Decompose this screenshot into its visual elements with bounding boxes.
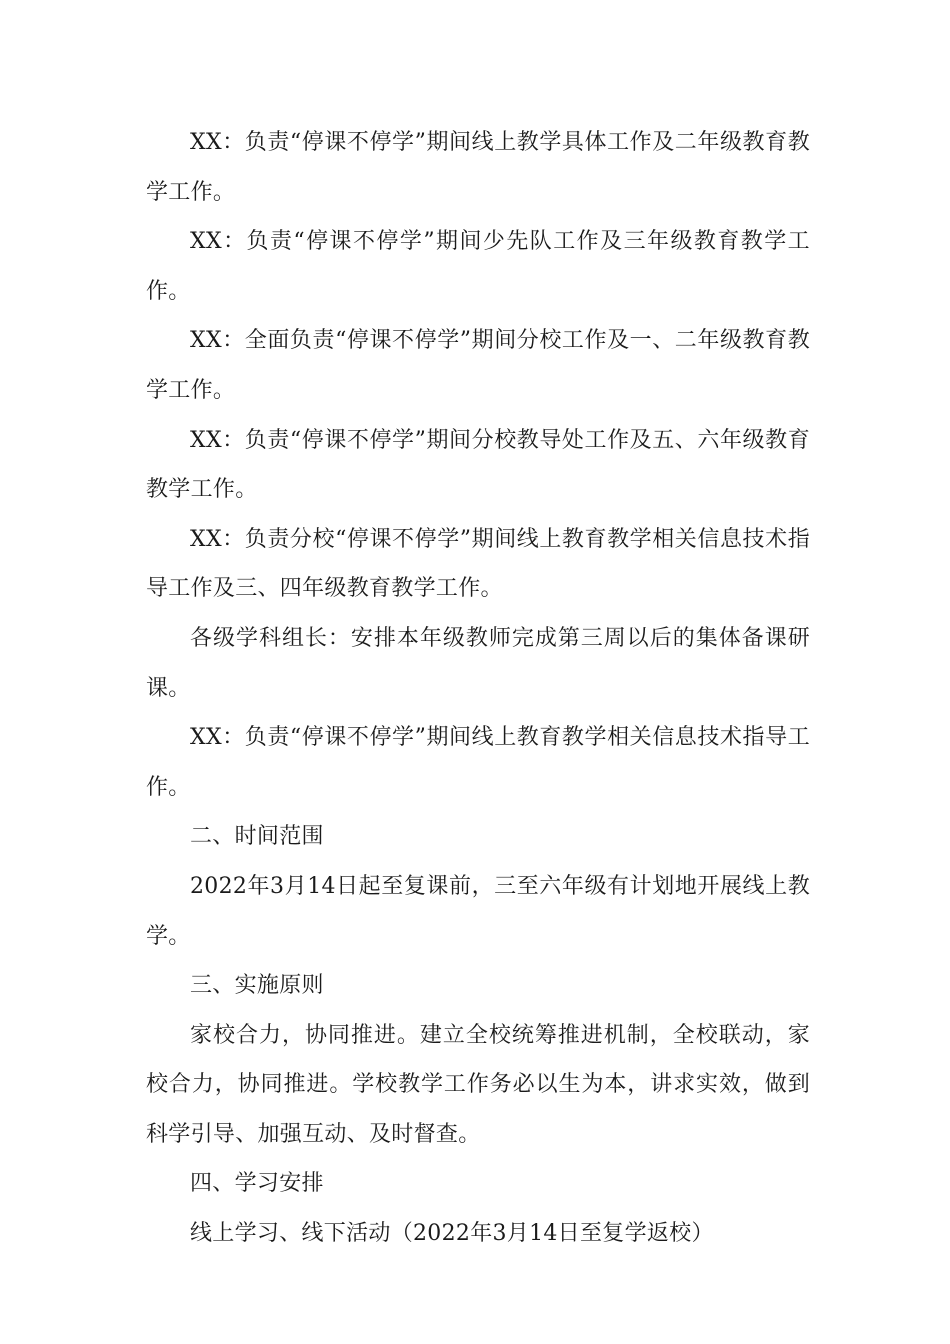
paragraph-duty-subject-leaders: 各级学科组长：安排本年级教师完成第三周以后的集体备课研课。 (146, 625, 810, 701)
section-heading-time-range: 二、时间范围 (190, 824, 324, 850)
paragraph-duty-branch-school: XX：全面负责“停课不停学”期间分校工作及一、二年级教育教学工作。 (146, 328, 810, 403)
paragraph-duty-it-guidance-branch: XX：负责分校“停课不停学”期间线上教育教学相关信息技术指导工作及三、四年级教育教学工作。 (146, 526, 810, 602)
section-heading-principles: 三、实施原则 (190, 973, 324, 999)
paragraph-time-range: 2022年3月14日起至复课前，三至六年级有计划地开展线上教学。 (146, 873, 810, 949)
paragraph-learning-arrangement: 线上学习、线下活动（2022年3月14日至复学返校） (190, 1221, 714, 1247)
paragraph-duty-young-pioneers: XX：负责“停课不停学”期间少先队工作及三年级教育教学工作。 (146, 229, 810, 304)
paragraph-duty-it-guidance: XX：负责“停课不停学”期间线上教育教学相关信息技术指导工作。 (146, 725, 810, 800)
paragraph-duty-teaching-office: XX：负责“停课不停学”期间分校教导处工作及五、六年级教育教学工作。 (146, 427, 810, 503)
paragraph-principles: 家校合力，协同推进。建立全校统筹推进机制，全校联动，家校合力，协同推进。学校教学工作务必以生为本，讲求实效，做到科学引导、加强互动、及时督查。 (146, 1022, 810, 1147)
document-body (146, 118, 810, 1259)
section-heading-learning-arrangement: 四、学习安排 (190, 1171, 324, 1197)
paragraph-duty-online-teaching: XX：负责“停课不停学”期间线上教学具体工作及二年级教育教学工作。 (146, 130, 810, 205)
